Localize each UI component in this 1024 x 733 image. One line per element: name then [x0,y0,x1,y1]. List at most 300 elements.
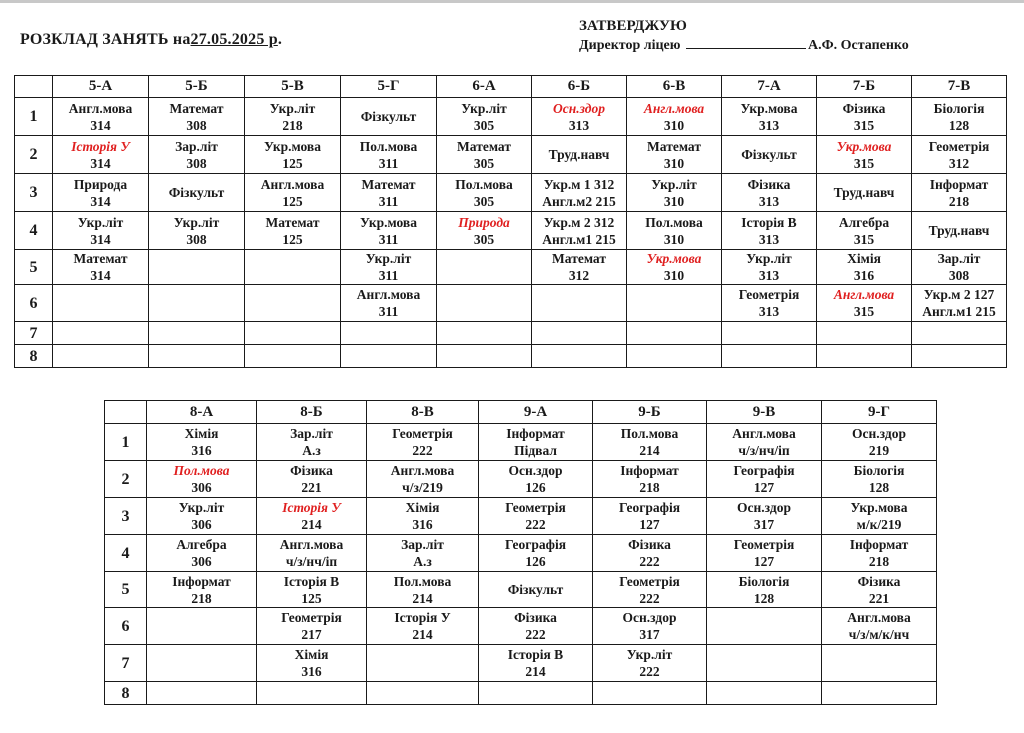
subject-name: Зар.літ [401,537,444,552]
class-header: 9-В [707,401,822,424]
schedule-cell [912,136,1007,174]
room-number: 314 [90,231,111,247]
table-row [105,608,937,645]
subject-name: Англ.мова [847,610,911,625]
schedule-cell [437,174,532,212]
subject-name: Пол.мова [455,176,513,192]
schedule-table-grades-8-9 [104,400,937,705]
schedule-cell [912,345,1007,368]
subject-name: Математ [265,214,320,230]
room-number: 310 [663,268,685,283]
subject-name: Англ.мова [279,537,344,552]
room-number: А.з [413,554,432,569]
subject-name: Укр.літ [626,647,673,662]
schedule-cell [722,285,817,322]
subject-name: Осн.здор [737,500,791,515]
schedule-cell [822,498,937,535]
subject-name: Пол.мова [393,573,452,589]
room-number: 127 [639,517,660,532]
schedule-cell [532,212,627,250]
room-number: 311 [378,193,399,209]
class-header: 6-В [627,76,722,98]
schedule-cell [707,608,822,645]
schedule-cell [437,212,532,250]
lesson-number: 3 [105,498,147,535]
schedule-cell [245,322,341,345]
schedule-cell [593,608,707,645]
subject-name: Укр.м 2 127 [923,287,995,302]
class-header: 6-Б [532,76,627,98]
schedule-cell [627,212,722,250]
schedule-cell [147,461,257,498]
subject-name: Фізика [514,610,557,625]
room-number: 125 [301,590,322,606]
subject-name: Фізкульт [741,147,797,162]
schedule-cell [149,174,245,212]
subject-name: Історія В [283,573,340,589]
schedule-cell [147,498,257,535]
schedule-cell [722,98,817,136]
subject-name: Історія В [507,647,564,662]
header-row [105,401,937,424]
room-number: 314 [90,268,111,283]
room-number: 317 [639,627,660,642]
schedule-cell [479,608,593,645]
schedule-cell [257,424,367,461]
lesson-number: 7 [105,645,147,682]
room-number: ч/з/м/к/нч [848,627,910,642]
schedule-cell [532,345,627,368]
lesson-number: 5 [105,572,147,608]
schedule-cell [437,322,532,345]
schedule-cell [367,498,479,535]
subject-name: Алгебра [838,214,890,230]
director-name: А.Ф. Остапенко [807,38,909,53]
subject-name: Історія В [741,214,797,230]
subject-name: Укр.м 2 312 [543,214,615,230]
room-number: 219 [868,443,890,458]
schedule-cell [822,572,937,608]
schedule-cell [245,345,341,368]
room-number: 218 [282,117,303,133]
subject-name: Інформат [929,176,989,192]
subject-name: Математ [552,251,606,266]
subject-name: Англ.мова [390,463,455,478]
room-number: 218 [639,480,660,495]
corner-cell [15,76,53,98]
subject-name: Математ [457,138,511,154]
schedule-cell [367,608,479,645]
subject-name: Хімія [847,251,881,266]
schedule-cell [437,136,532,174]
table-row [105,498,937,535]
class-header: 9-Б [593,401,707,424]
subject-name: Алгебра [176,537,227,552]
schedule-cell [627,285,722,322]
room-number: 214 [412,590,433,606]
subject-name: Фізика [628,537,671,552]
schedule-cell [147,682,257,705]
schedule-cell [912,174,1007,212]
schedule-cell [341,98,437,136]
schedule-cell [341,285,437,322]
schedule-cell [149,285,245,322]
room-number: 127 [753,554,775,569]
room-number: 222 [412,443,433,458]
subject-name: Фізика [857,573,901,589]
room-number: 314 [90,117,111,133]
subject-name: Фізика [290,463,333,478]
schedule-cell [341,212,437,250]
schedule-cell [722,322,817,345]
subject-name: Англ.мова [732,426,796,441]
room-number: м/к/219 [856,517,902,532]
corner-cell [105,401,147,424]
schedule-cell [822,682,937,705]
room-number: 214 [412,627,433,642]
approval-block [579,17,909,55]
room-number: ч/з/219 [402,480,443,495]
subject-name: Англ.мова [833,287,895,302]
schedule-cell [593,498,707,535]
room-number: 125 [282,155,303,171]
class-header: 5-Б [149,76,245,98]
schedule-cell [822,535,937,572]
schedule-title [20,31,282,49]
room-number: 312 [948,155,970,171]
room-number: 222 [525,517,546,532]
room-number: 218 [191,590,212,606]
schedule-cell [257,608,367,645]
room-number: 313 [758,304,780,319]
subject-name: Укр.мова [740,100,798,116]
schedule-cell [479,645,593,682]
room-number: 310 [663,117,685,133]
room-number: 305 [473,117,495,133]
subject-name: Інформат [172,573,231,589]
subject-name: Труд.навч [833,185,895,200]
schedule-cell [627,136,722,174]
table-row [15,322,1007,345]
schedule-cell [817,322,912,345]
schedule-cell [479,424,593,461]
schedule-cell [437,250,532,285]
schedule-cell [257,498,367,535]
room-number: А.з [302,443,321,458]
room-number: 310 [663,155,685,171]
room-number: 306 [191,480,212,495]
room-number: 222 [639,554,660,569]
schedule-cell [593,645,707,682]
room-number: 315 [853,155,875,171]
room-number: 308 [948,268,970,283]
subject-name: Геометрія [928,138,990,154]
table-row [105,535,937,572]
table-row [105,682,937,705]
subject-name: Геометрія [505,500,566,515]
subject-name: Укр.літ [365,251,412,266]
schedule-cell [479,535,593,572]
schedule-cell [53,212,149,250]
room-number: 313 [758,117,780,133]
class-header: 8-В [367,401,479,424]
class-header: 7-А [722,76,817,98]
header-row [15,76,1007,98]
subject-name: Пол.мова [359,138,418,154]
subject-name: Історія У [71,138,130,154]
schedule-cell [532,98,627,136]
schedule-cell [53,174,149,212]
schedule-cell [817,345,912,368]
schedule-cell [341,250,437,285]
room-number: 316 [301,664,322,679]
schedule-cell [817,174,912,212]
schedule-cell [437,285,532,322]
subject-name: Укр.літ [178,500,225,515]
schedule-cell [593,424,707,461]
room-number: 128 [868,480,890,495]
class-header: 5-А [53,76,149,98]
lesson-number: 2 [105,461,147,498]
class-header: 5-Г [341,76,437,98]
subject-name: Географія [618,500,681,515]
schedule-cell [627,250,722,285]
schedule-cell [257,572,367,608]
room-number: 214 [639,443,660,458]
schedule-cell [532,136,627,174]
room-number: 218 [868,554,890,569]
subject-name: Укр.мова [646,251,702,266]
table-row [15,250,1007,285]
room-number: Англ.м1 215 [542,231,616,247]
subject-name: Фізкульт [360,109,417,124]
subject-name: Математ [73,251,128,266]
schedule-cell [817,285,912,322]
room-number: Підвал [514,443,557,458]
subject-name: Пол.мова [620,426,679,441]
schedule-cell [912,250,1007,285]
room-number: 222 [525,627,546,642]
schedule-cell [367,645,479,682]
schedule-cell [149,250,245,285]
schedule-cell [822,645,937,682]
subject-name: Географія [733,463,795,478]
schedule-cell [707,572,822,608]
schedule-cell [912,285,1007,322]
subject-name: Укр.мова [264,138,321,154]
subject-name: Історія У [394,610,451,625]
class-header: 7-Б [817,76,912,98]
room-number: 313 [568,117,590,133]
subject-name: Труд.навч [928,223,990,238]
schedule-cell [245,212,341,250]
schedule-cell [147,572,257,608]
room-number: 125 [282,193,303,209]
room-number: 128 [948,117,970,133]
subject-name: Природа [458,214,510,230]
room-number: 312 [568,268,590,283]
schedule-cell [722,250,817,285]
subject-name: Укр.мова [360,214,417,230]
table-row [105,424,937,461]
table-row [105,572,937,608]
room-number: 214 [301,517,322,532]
schedule-cell [149,136,245,174]
room-number: 316 [191,443,212,458]
schedule-cell [149,345,245,368]
subject-name: Укр.літ [746,251,792,266]
schedule-cell [593,682,707,705]
schedule-cell [367,424,479,461]
schedule-cell [722,345,817,368]
subject-name: Біологія [738,573,790,589]
subject-name: Укр.літ [651,176,697,192]
table-row [15,345,1007,368]
subject-name: Зар.літ [937,251,981,266]
class-header: 9-Г [822,401,937,424]
subject-name: Англ.мова [643,100,705,116]
subject-name: Укр.літ [77,214,124,230]
subject-name: Укр.літ [173,214,220,230]
lesson-number: 6 [105,608,147,645]
schedule-cell [707,645,822,682]
room-number: 222 [639,664,660,679]
room-number: 308 [186,155,207,171]
schedule-cell [707,424,822,461]
subject-name: Геометрія [392,426,453,441]
schedule-cell [367,682,479,705]
schedule-cell [593,461,707,498]
room-number: 310 [663,231,685,247]
schedule-cell [53,136,149,174]
room-number: 218 [948,193,970,209]
subject-name: Математ [361,176,416,192]
room-number: 313 [758,268,780,283]
room-number: 313 [758,193,780,209]
schedule-cell [627,98,722,136]
schedule-cell [341,174,437,212]
room-number: 310 [663,193,685,209]
schedule-cell [593,572,707,608]
subject-name: Укр.літ [461,100,507,116]
subject-name: Зар.літ [290,426,333,441]
schedule-cell [53,345,149,368]
schedule-cell [722,212,817,250]
schedule-cell [912,212,1007,250]
schedule-cell [53,250,149,285]
table-row [15,174,1007,212]
room-number: ч/з/нч/іп [285,554,338,569]
room-number: 214 [525,664,546,679]
schedule-cell [367,572,479,608]
schedule-cell [245,285,341,322]
schedule-cell [147,535,257,572]
schedule-cell [817,98,912,136]
room-number: ч/з/нч/іп [738,443,790,458]
schedule-cell [257,682,367,705]
room-number: 305 [473,193,495,209]
subject-name: Фізкульт [507,582,564,597]
subject-name: Осн.здор [852,426,906,441]
schedule-cell [53,98,149,136]
room-number: 311 [378,268,399,283]
schedule-cell [53,322,149,345]
subject-name: Математ [169,100,224,116]
room-number: 316 [412,517,433,532]
room-number: 308 [186,117,207,133]
room-number: 306 [191,517,212,532]
subject-name: Географія [504,537,567,552]
lesson-number: 1 [105,424,147,461]
schedule-cell [593,535,707,572]
table-row [15,212,1007,250]
room-number: 315 [853,117,875,133]
director-line [579,36,909,55]
schedule-cell [822,424,937,461]
director-label: Директор ліцею [579,38,681,53]
schedule-cell [437,98,532,136]
subject-name: Геометрія [619,573,680,589]
lesson-number: 5 [15,250,53,285]
signature-line [686,36,806,49]
schedule-cell [722,136,817,174]
subject-name: Фізика [747,176,791,192]
room-number: 316 [853,268,875,283]
subject-name: Біологія [853,463,905,478]
schedule-cell [245,98,341,136]
schedule-cell [341,345,437,368]
schedule-cell [479,498,593,535]
table-row [105,645,937,682]
subject-name: Природа [73,176,128,192]
room-number: Англ.м1 215 [922,304,996,319]
room-number: 315 [853,304,875,319]
subject-name: Фізкульт [168,185,225,200]
schedule-cell [532,250,627,285]
schedule-cell [367,535,479,572]
subject-name: Геометрія [733,537,795,552]
subject-name: Англ.мова [260,176,325,192]
room-number: 311 [378,304,399,319]
subject-name: Пол.мова [173,463,230,478]
schedule-cell [722,174,817,212]
schedule-cell [147,608,257,645]
class-header: 6-А [437,76,532,98]
subject-name: Англ.мова [356,287,421,302]
room-number: 126 [525,554,546,569]
subject-name: Пол.мова [645,214,703,230]
room-number: 222 [639,590,660,606]
table-body [105,424,937,705]
title-prefix: РОЗКЛАД ЗАНЯТЬ на [20,31,191,48]
schedule-cell [147,645,257,682]
class-header: 8-А [147,401,257,424]
room-number: 126 [525,480,546,495]
schedule-cell [479,682,593,705]
top-border-line [0,0,1024,3]
lesson-number: 1 [15,98,53,136]
subject-name: Укр.мова [850,500,908,515]
schedule-cell [707,535,822,572]
room-number: Англ.м2 215 [542,193,616,209]
schedule-cell [532,322,627,345]
schedule-cell [257,461,367,498]
subject-name: Інформат [620,463,679,478]
schedule-cell [822,608,937,645]
schedule-cell [149,322,245,345]
schedule-cell [245,136,341,174]
schedule-cell [479,461,593,498]
